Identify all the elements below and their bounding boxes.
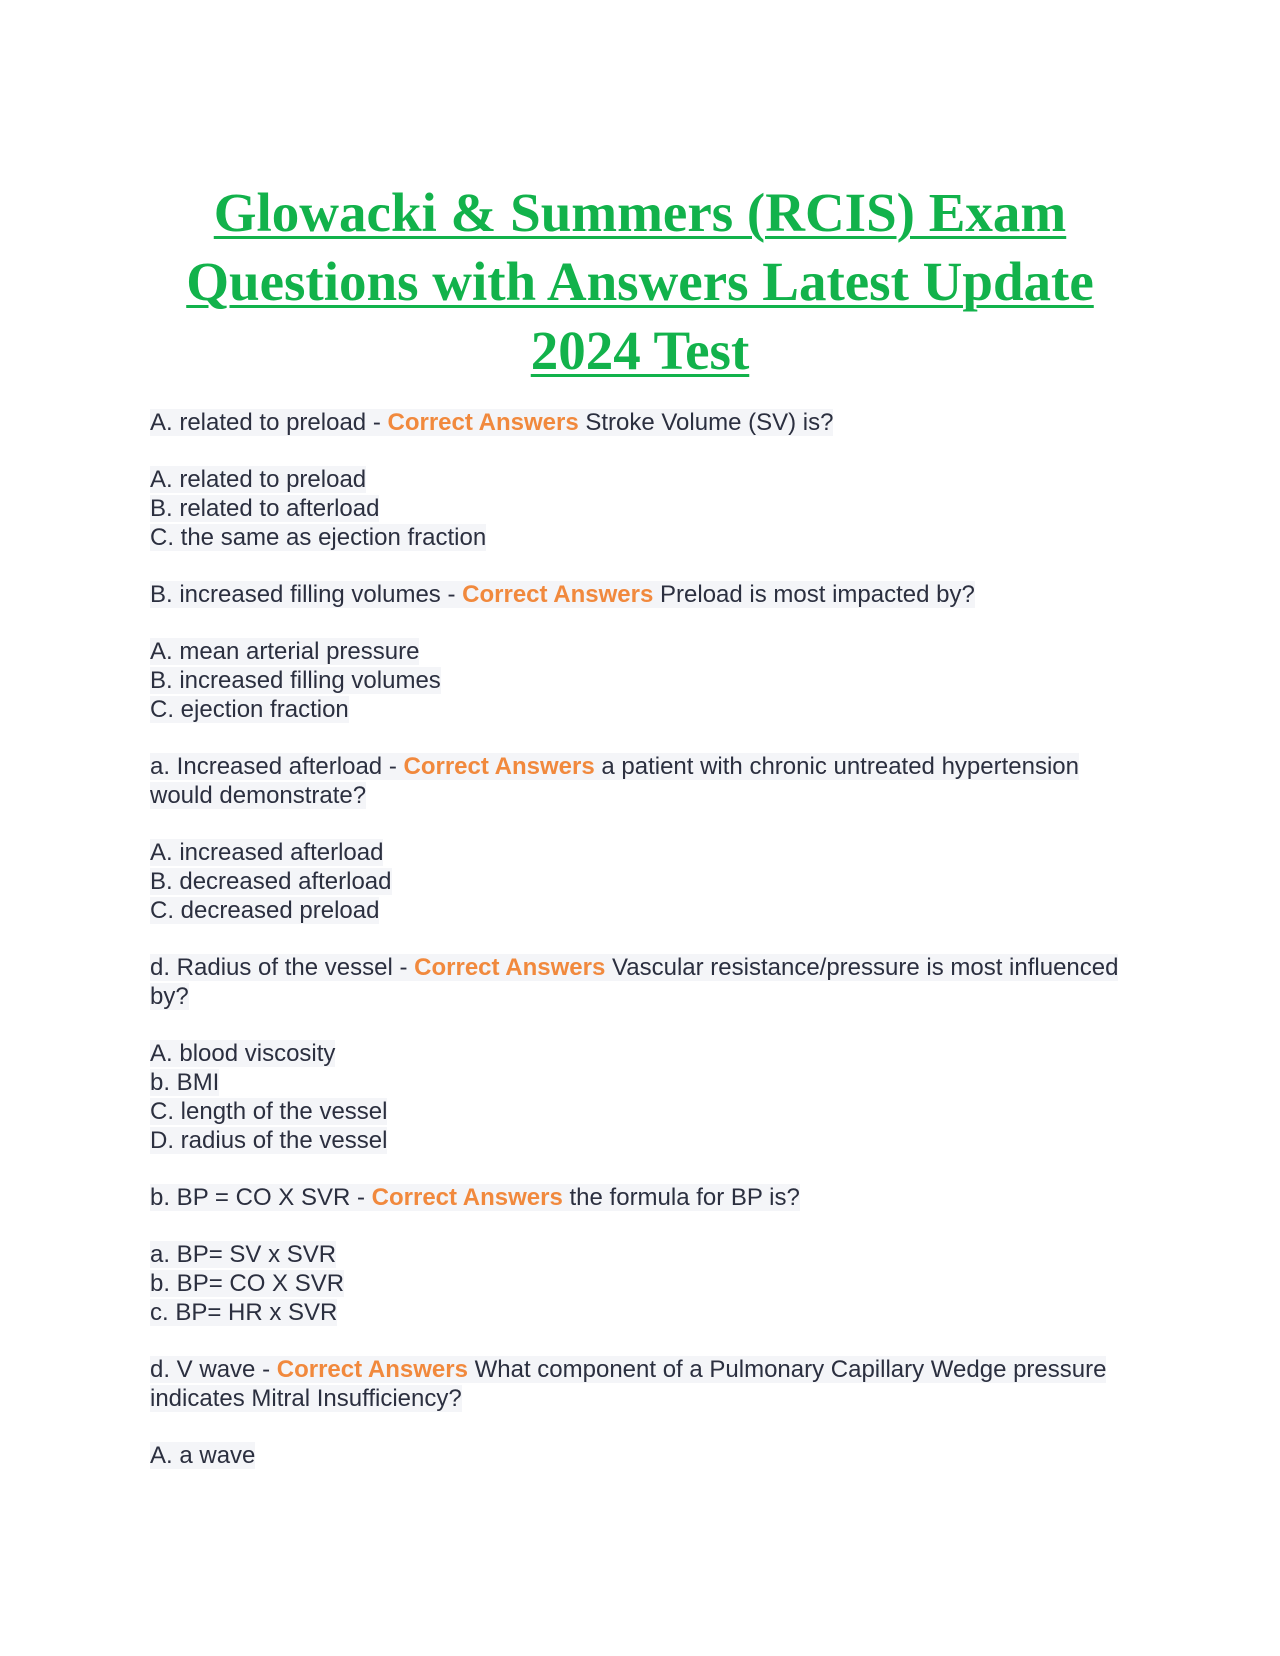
option-list: [150, 838, 1140, 925]
question-text: Stroke Volume (SV) is?: [585, 409, 834, 436]
option-item: b. BP= CO X SVR: [150, 1270, 345, 1297]
option-item: B. related to afterload: [150, 495, 380, 522]
option-item: C. the same as ejection fraction: [150, 524, 487, 551]
separator: -: [399, 954, 408, 981]
qa-item: [150, 752, 1140, 810]
question-text: the formula for BP is?: [569, 1184, 800, 1211]
qa-item: [150, 953, 1140, 1011]
option-item: c. BP= HR x SVR: [150, 1299, 338, 1326]
answer-text: d. Radius of the vessel: [150, 954, 393, 981]
option-item: a. BP= SV x SVR: [150, 1241, 337, 1268]
correct-answers-label: Correct Answers: [387, 409, 579, 436]
correct-answers-label: Correct Answers: [371, 1184, 563, 1211]
answer-text: d. V wave: [150, 1356, 256, 1383]
question-text: a patient with chronic untreated hypertension would demonstrate?: [150, 753, 1079, 809]
separator: -: [388, 753, 397, 780]
question-text: Preload is most impacted by?: [660, 581, 975, 608]
option-item: A. blood viscosity: [150, 1040, 336, 1067]
answer-text: A. related to preload: [150, 409, 367, 436]
qa-item: [150, 1183, 1140, 1212]
option-list: [150, 1039, 1140, 1155]
separator: -: [372, 409, 381, 436]
separator: -: [356, 1184, 365, 1211]
option-item: C. ejection fraction: [150, 696, 349, 723]
option-item: C. decreased preload: [150, 897, 380, 924]
answer-text: b. BP = CO X SVR: [150, 1184, 351, 1211]
option-item: C. length of the vessel: [150, 1098, 388, 1125]
option-item: b. BMI: [150, 1069, 220, 1096]
question-text: Vascular resistance/pressure is most influenced by?: [150, 954, 1119, 1010]
question-text: What component of a Pulmonary Capillary Wedge pressure indicates Mitral Insufficiency?: [150, 1356, 1107, 1412]
answer-text: B. increased filling volumes: [150, 581, 441, 608]
qa-item: [150, 408, 1140, 437]
qa-item: [150, 580, 1140, 609]
option-item: B. increased filling volumes: [150, 667, 441, 694]
correct-answers-label: Correct Answers: [414, 954, 606, 981]
option-item: A. increased afterload: [150, 839, 384, 866]
option-list: [150, 637, 1140, 724]
option-list: [150, 465, 1140, 552]
option-item: D. radius of the vessel: [150, 1127, 388, 1154]
separator: -: [262, 1356, 271, 1383]
qa-list: [150, 408, 1140, 1498]
option-item: B. decreased afterload: [150, 868, 392, 895]
option-item: A. a wave: [150, 1442, 256, 1469]
correct-answers-label: Correct Answers: [462, 581, 654, 608]
separator: -: [447, 581, 456, 608]
correct-answers-label: Correct Answers: [403, 753, 595, 780]
option-list: [150, 1240, 1140, 1327]
option-item: A. related to preload: [150, 466, 367, 493]
qa-item: [150, 1355, 1140, 1413]
document-title: Glowacki & Summers (RCIS) Exam Questions with Answers Latest Update 2024 Test: [186, 182, 1094, 381]
option-list: [150, 1441, 1140, 1470]
answer-text: a. Increased afterload: [150, 753, 383, 780]
option-item: A. mean arterial pressure: [150, 638, 420, 665]
correct-answers-label: Correct Answers: [276, 1356, 468, 1383]
